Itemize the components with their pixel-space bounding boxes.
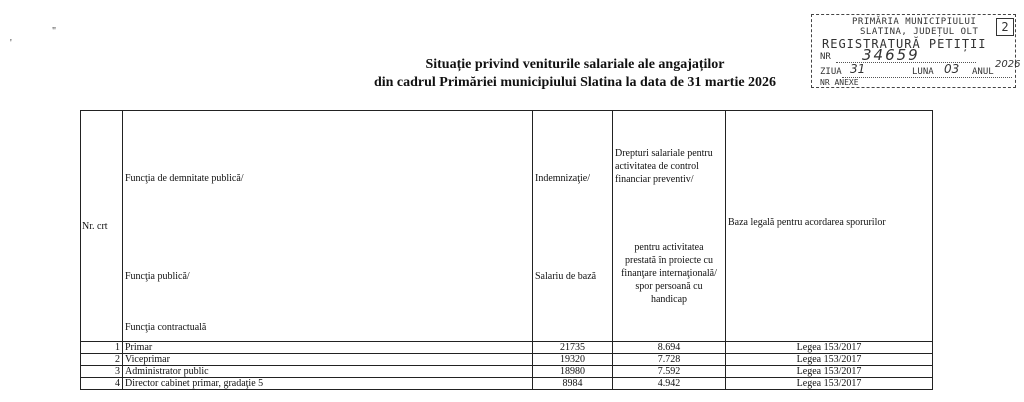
row-nr: 1 (81, 342, 123, 354)
row-functie: Primar (123, 342, 533, 354)
stamp-luna-value: 03 (944, 62, 960, 76)
stamp-ziua-value: 31 (850, 62, 866, 76)
table-row (81, 366, 933, 378)
row-nr: 2 (81, 354, 123, 366)
header-drepturi-proiecte (615, 241, 723, 306)
header-functia-contractuala: Funcţia contractuală (125, 322, 207, 333)
stamp-nr-value: 34659 (862, 46, 920, 64)
row-functie: Viceprimar (123, 354, 533, 366)
header-functia-publica: Funcţia publică/ (125, 271, 190, 282)
title-line-2: din cadrul Primăriei municipiului Slatina la data de 31 martie 2026 (373, 75, 777, 90)
table-row (81, 354, 933, 366)
header-text-line: activitatea de control (615, 161, 699, 172)
header-drepturi-control (615, 147, 713, 186)
stamp-nr-label: NR (820, 52, 831, 62)
header-text-line: pentru activitatea (634, 242, 704, 253)
row-functie: Administrator public (123, 366, 533, 378)
row-salariu: 21735 (533, 342, 613, 354)
row-spor: 7.592 (613, 366, 726, 378)
header-functia-demnitate: Funcţia de demnitate publică/ (125, 173, 244, 184)
header-baza-legala (726, 111, 933, 342)
row-spor: 8.694 (613, 342, 726, 354)
row-lege: Legea 153/2017 (726, 366, 933, 378)
table-row (81, 378, 933, 390)
stamp-line (842, 77, 1012, 78)
table-header-row (81, 111, 933, 342)
stamp-anexe-label: NR ANEXE (820, 78, 859, 87)
stamp-institution: PRIMĂRIA MUNICIPIULUI (852, 17, 977, 27)
registry-stamp (811, 14, 1021, 88)
stamp-anul-label: ANUL (972, 67, 994, 77)
header-text-line: financiar preventiv/ (615, 174, 694, 185)
header-nr-crt: Nr. crt (81, 111, 123, 342)
header-text-line: Drepturi salariale pentru (615, 148, 713, 159)
header-indemnizatie: Indemnizaţie/ (535, 173, 590, 184)
header-baza-legala-text: Baza legală pentru acordarea sporurilor (728, 217, 886, 228)
stamp-registry: REGISTRATURĂ PETIȚII (822, 37, 987, 51)
row-spor: 7.728 (613, 354, 726, 366)
row-salariu: 19320 (533, 354, 613, 366)
header-salariu-baza: Salariu de bază (535, 271, 597, 282)
scan-mark: ' (10, 38, 12, 49)
header-functia (123, 111, 533, 342)
header-text-line: prestată în proiecte cu (624, 255, 713, 266)
row-nr: 3 (81, 366, 123, 378)
stamp-anul-value: 2026 (995, 59, 1021, 70)
header-text-line: spor persoană cu (635, 281, 703, 292)
stamp-luna-label: LUNA (912, 67, 934, 77)
row-salariu: 18980 (533, 366, 613, 378)
header-drepturi (613, 111, 726, 342)
row-spor: 4.942 (613, 378, 726, 390)
row-nr: 4 (81, 378, 123, 390)
row-salariu: 8984 (533, 378, 613, 390)
salary-table (80, 110, 933, 390)
stamp-ziua-label: ZIUA (820, 67, 842, 77)
row-lege: Legea 153/2017 (726, 378, 933, 390)
scan-mark: " (52, 26, 57, 37)
row-functie: Director cabinet primar, gradaţie 5 (123, 378, 533, 390)
header-text-line: handicap (650, 294, 688, 305)
row-lege: Legea 153/2017 (726, 342, 933, 354)
table-row (81, 342, 933, 354)
header-text-line: finanţare internaţională/ (621, 268, 717, 279)
stamp-line (836, 62, 976, 63)
document-title (330, 56, 820, 92)
row-lege: Legea 153/2017 (726, 354, 933, 366)
stamp-county: SLATINA, JUDEȚUL OLT (860, 27, 979, 37)
header-salariu (533, 111, 613, 342)
title-line-1: Situație privind veniturile salariale ale angajaților (425, 57, 725, 72)
stamp-page-number: 2 (996, 18, 1014, 36)
